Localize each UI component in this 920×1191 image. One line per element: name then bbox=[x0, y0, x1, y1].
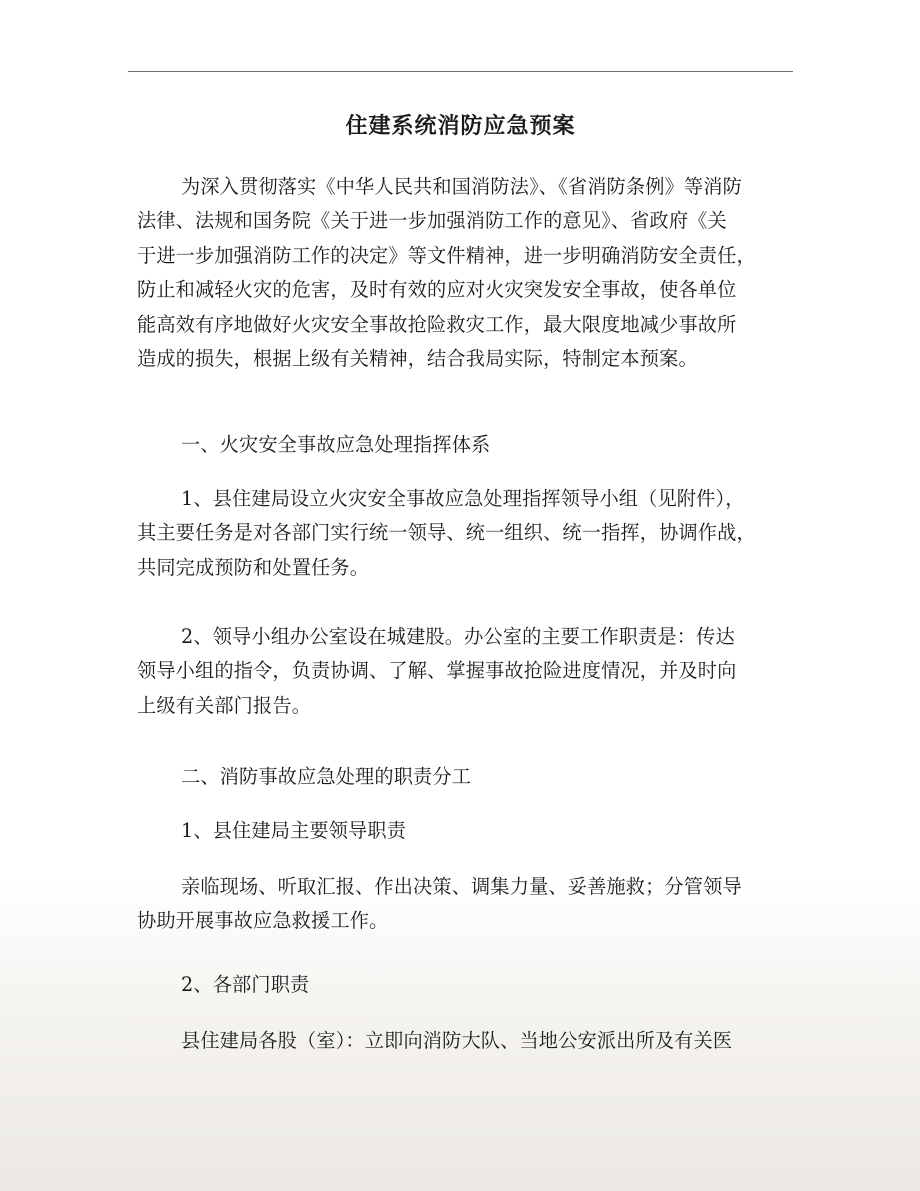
intro-paragraph bbox=[137, 170, 787, 376]
paragraph-item-1-2 bbox=[137, 620, 787, 723]
text-line: 2、各部门职责 bbox=[181, 973, 310, 996]
text-line: 2、领导小组办公室设在城建股。办公室的主要工作职责是：传达 bbox=[181, 625, 735, 648]
text-line: 领导小组的指令，负责协调、了解、掌握事故抢险进度情况，并及时向 bbox=[137, 659, 737, 683]
text-line: 法律、法规和国务院《关于进一步加强消防工作的意见》、省政府《关 bbox=[137, 209, 727, 233]
paragraph-item-2-2-body bbox=[137, 1024, 787, 1058]
text-line: 其主要任务是对各部门实行统一领导、统一组织、统一指挥，协调作战， bbox=[137, 521, 756, 545]
text-line: 能高效有序地做好火灾安全事故抢险救灾工作，最大限度地减少事故所 bbox=[137, 312, 737, 336]
text-line: 为深入贯彻落实《中华人民共和国消防法》、《省消防条例》等消防 bbox=[181, 175, 742, 198]
header-rule bbox=[128, 71, 793, 72]
paragraph-item-2-1 bbox=[137, 814, 787, 848]
text-line: 亲临现场、听取汇报、作出决策、调集力量、妥善施救；分管领导 bbox=[181, 875, 742, 898]
paragraph-item-2-2 bbox=[137, 968, 787, 1002]
text-line: 上级有关部门报告。 bbox=[137, 693, 312, 717]
text-line: 一、火灾安全事故应急处理指挥体系 bbox=[181, 433, 491, 456]
text-line: 造成的损失，根据上级有关精神，结合我局实际，特制定本预案。 bbox=[137, 347, 698, 371]
section-heading-1 bbox=[137, 428, 787, 462]
section-heading-2 bbox=[137, 760, 787, 794]
text-line: 二、消防事故应急处理的职责分工 bbox=[181, 765, 472, 788]
document-title: 住建系统消防应急预案 bbox=[345, 113, 576, 139]
paragraph-item-2-1-body bbox=[137, 870, 787, 939]
text-line: 共同完成预防和处置任务。 bbox=[137, 555, 370, 579]
text-line: 于进一步加强消防工作的决定》等文件精神，进一步明确消防安全责任， bbox=[137, 243, 756, 267]
text-line: 防止和减轻火灾的危害，及时有效的应对火灾突发安全事故，使各单位 bbox=[137, 278, 737, 302]
text-line: 1、县住建局设立火灾安全事故应急处理指挥领导小组（见附件）， bbox=[181, 487, 745, 510]
text-line: 协助开展事故应急救援工作。 bbox=[137, 909, 389, 933]
text-line: 县住建局各股（室）：立即向消防大队、当地公安派出所及有关医 bbox=[181, 1029, 733, 1052]
paragraph-item-1-1 bbox=[137, 482, 787, 585]
text-line: 1、县住建局主要领导职责 bbox=[181, 819, 407, 842]
